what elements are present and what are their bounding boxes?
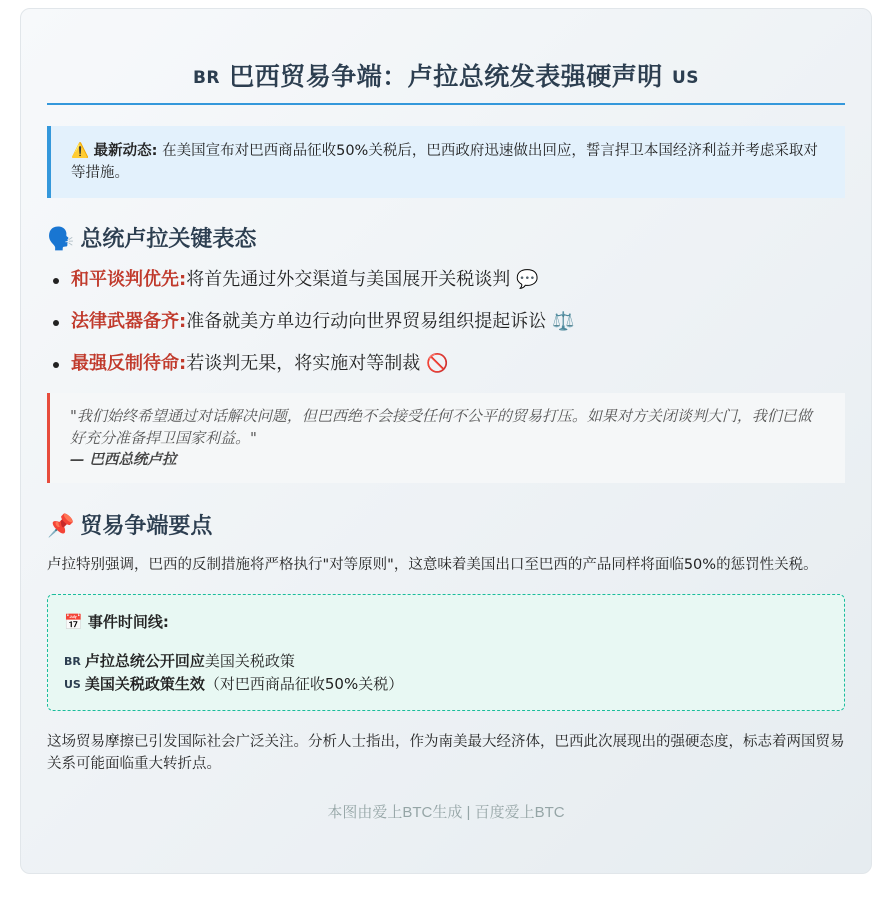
point-label: 和平谈判优先: [71, 269, 187, 290]
flag-br: BR [64, 655, 81, 668]
point-label: 法律武器备齐: [71, 311, 187, 332]
dispute-heading [47, 509, 845, 540]
dispute-paragraph: 卢拉特别强调，巴西的反制措施将严格执行"对等原则"，这意味着美国出口至巴西的产品同样将面临50%的惩罚性关税。 [47, 557, 818, 573]
timeline-row [64, 673, 828, 696]
news-card [20, 8, 872, 874]
prohibited-icon: 🚫 [425, 353, 449, 374]
dispute-heading-text: 贸易争端要点 [80, 514, 213, 539]
warning-icon: ⚠️ [71, 143, 90, 159]
timeline-event: 卢拉总统公开回应 [84, 652, 205, 670]
scales-icon: ⚖️ [551, 311, 575, 332]
quote-text: "我们始终希望通过对话解决问题，但巴西绝不会接受任何不公平的贸易打压。如果对方关闭谈判大门，我们已做好充分准备捍卫国家利益。" [70, 407, 812, 447]
closing-paragraph: 这场贸易摩擦已引发国际社会广泛关注。分析人士指出，作为南美最大经济体，巴西此次展现出的强硬态度，标志着两国贸易关系可能面临重大转折点。 [47, 734, 845, 772]
point-text: 将首先通过外交渠道与美国展开关税谈判 [186, 269, 511, 290]
timeline-title [64, 611, 828, 632]
quote-attribution: — 巴西总统卢拉 [70, 452, 177, 468]
list-item [47, 309, 845, 335]
calendar-icon: 📅 [64, 613, 83, 631]
flag-us: US [64, 678, 81, 691]
speech-bubble-icon: 💬 [515, 269, 539, 290]
timeline-detail: 美国关税政策 [204, 652, 295, 670]
timeline-row [64, 650, 828, 673]
lula-quote [47, 393, 845, 483]
latest-news-alert [47, 126, 845, 198]
point-text: 准备就美方单边行动向世界贸易组织提起诉讼 [186, 311, 547, 332]
stance-list [47, 267, 845, 377]
point-text: 若谈判无果，将实施对等制裁 [186, 353, 421, 374]
list-item [47, 267, 845, 293]
timeline-event: 美国关税政策生效 [84, 675, 205, 693]
timeline-detail: （对巴西商品征收50%关税） [204, 675, 404, 693]
page-title [47, 57, 845, 105]
flag-us: US [671, 68, 700, 88]
speaking-head-icon: 🗣️ [47, 227, 75, 252]
timeline-title-text: 事件时间线: [87, 613, 169, 631]
pushpin-icon: 📌 [47, 514, 75, 539]
footer-credit: 本图由爱上BTC生成 | 百度爱上BTC [327, 804, 565, 821]
point-label: 最强反制待命: [71, 353, 187, 374]
title-text: 巴西贸易争端：卢拉总统发表强硬声明 [229, 62, 663, 91]
stance-heading [47, 222, 845, 253]
alert-label: 最新动态: [93, 143, 158, 159]
list-item [47, 351, 845, 377]
flag-br: BR [192, 68, 221, 88]
stance-heading-text: 总统卢拉关键表态 [80, 227, 257, 252]
timeline-box [47, 594, 845, 711]
alert-text: 在美国宣布对巴西商品征收50%关税后，巴西政府迅速做出回应，誓言捍卫本国经济利益并考虑采取对等措施。 [71, 143, 818, 181]
